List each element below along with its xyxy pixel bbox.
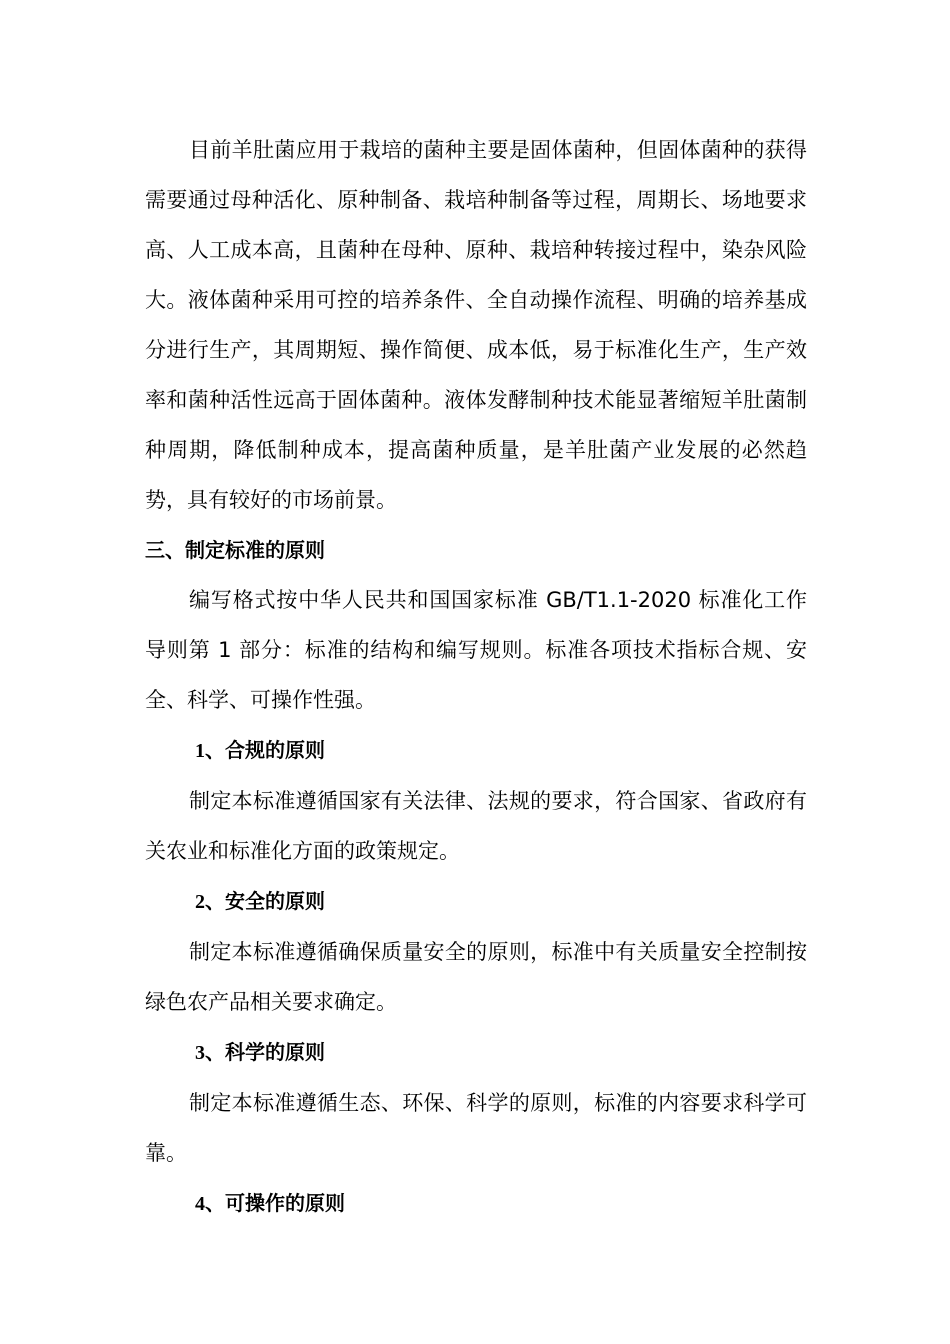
principle-heading-safety [145, 876, 807, 927]
principle-text-compliance: 制定本标准遵循国家有关法律、法规的要求，符合国家、省政府有关农业和标准化方面的政策规定。 [145, 789, 807, 863]
principle-title: 、科学的原则 [205, 1040, 325, 1064]
section-heading: 三、制定标准的原则 [145, 538, 325, 562]
document-body [145, 125, 807, 1229]
principle-text-safety: 制定本标准遵循确保质量安全的原则，标准中有关质量安全控制按绿色农产品相关要求确定。 [145, 940, 807, 1014]
principle-title: 、安全的原则 [205, 889, 325, 913]
principle-text-science: 制定本标准遵循生态、环保、科学的原则，标准的内容要求科学可靠。 [145, 1091, 807, 1165]
section-paragraph: 编写格式按中华人民共和国国家标准 GB/T1.1-2020 标准化工作导则第 1 部分：标准的结构和编写规则。标准各项技术指标合规、安全、科学、可操作性强。 [145, 588, 807, 712]
principle-heading-science [145, 1027, 807, 1078]
principle-number: 3 [195, 1042, 205, 1064]
intro-paragraph: 目前羊肚菌应用于栽培的菌种主要是固体菌种，但固体菌种的获得需要通过母种活化、原种制备、栽培种制备等过程，周期长、场地要求高、人工成本高，且菌种在母种、原种、栽培种转接过程中，染杂风险大。液体菌种采用可控的培养条件、全自动操作流程、明确的培养基成分进行生产，其周期短、操作简便、成本低，易于标准化生产，生产效率和菌种活性远高于固体菌种。液体发酵制种技术能显著缩短羊肚菌制种周期，降低制种成本，提高菌种质量，是羊肚菌产业发展的必然趋势，具有较好的市场前景。 [145, 138, 807, 512]
principle-title: 、合规的原则 [205, 738, 325, 762]
principle-heading-compliance [145, 725, 807, 776]
principle-number: 4 [195, 1193, 205, 1215]
principle-number: 1 [195, 740, 205, 762]
principle-heading-operability [145, 1178, 807, 1229]
principle-title: 、可操作的原则 [205, 1191, 345, 1215]
principle-number: 2 [195, 891, 205, 913]
